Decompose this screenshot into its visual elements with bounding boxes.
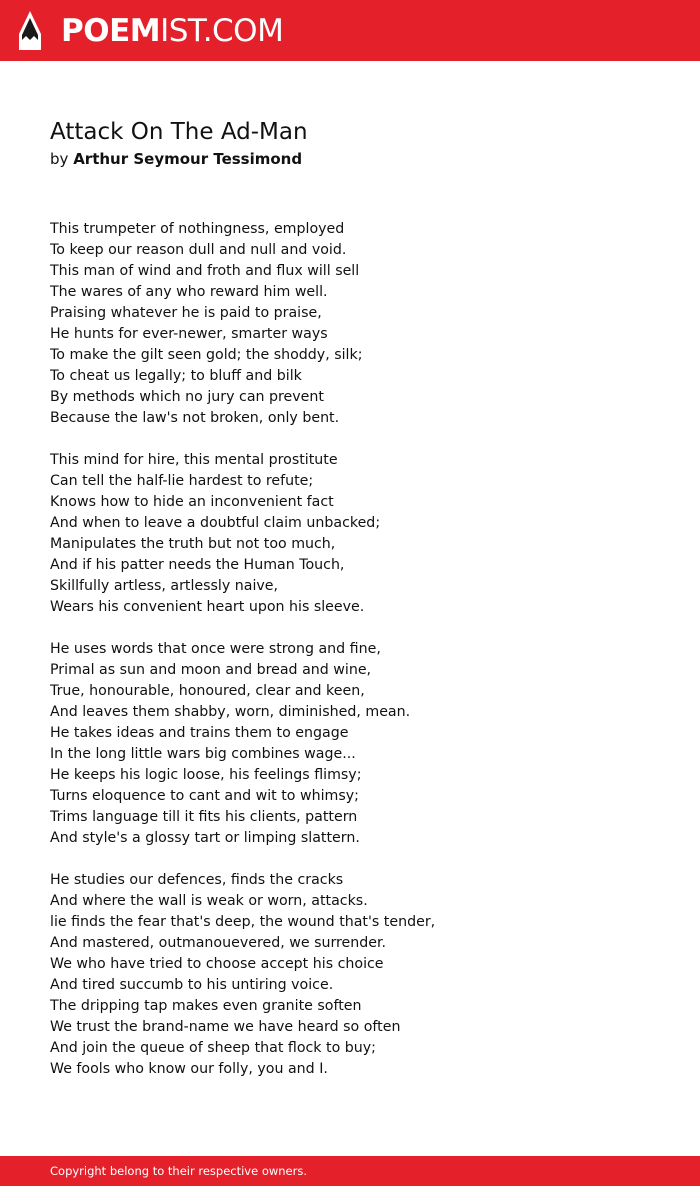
poem-line: The wares of any who reward him well. bbox=[50, 284, 328, 300]
poem-line: And mastered, outmanouevered, we surrender. bbox=[50, 935, 387, 951]
footer-copyright: Copyright belong to their respective owners. bbox=[50, 1164, 308, 1178]
poem-byline bbox=[50, 149, 302, 169]
poem-line: Because the law's not broken, only bent. bbox=[50, 410, 340, 426]
poem-author: Arthur Seymour Tessimond bbox=[73, 150, 303, 168]
poem-line: By methods which no jury can prevent bbox=[50, 389, 324, 405]
poem-line: We fools who know our folly, you and I. bbox=[50, 1061, 328, 1077]
poem-line: Praising whatever he is paid to praise, bbox=[50, 305, 322, 321]
poem-line: This trumpeter of nothingness, employed bbox=[50, 221, 345, 237]
site-header bbox=[0, 0, 700, 61]
poem-line: Can tell the half-lie hardest to refute; bbox=[50, 473, 314, 489]
poem-line: He uses words that once were strong and fine, bbox=[50, 641, 381, 657]
poem-stanza bbox=[50, 870, 670, 1080]
poem-line: And style's a glossy tart or limping slattern. bbox=[50, 830, 360, 846]
poem-stanza bbox=[50, 639, 670, 849]
poem-stanza bbox=[50, 450, 670, 618]
poem-line: To keep our reason dull and null and void. bbox=[50, 242, 347, 258]
poem-line: And tired succumb to his untiring voice. bbox=[50, 977, 334, 993]
logo-text-bold: POEM bbox=[61, 13, 161, 49]
site-logo[interactable] bbox=[61, 11, 283, 51]
logo-text-light: IST.COM bbox=[160, 13, 284, 49]
poem-line: True, honourable, honoured, clear and keen, bbox=[50, 683, 365, 699]
poem-line: This man of wind and froth and flux will sell bbox=[50, 263, 360, 279]
poem-line: The dripping tap makes even granite soften bbox=[50, 998, 362, 1014]
poem-line: He studies our defences, finds the cracks bbox=[50, 872, 344, 888]
poem-line: Skillfully artless, artlessly naive, bbox=[50, 578, 279, 594]
poem-body bbox=[50, 219, 670, 1101]
poem-line: This mind for hire, this mental prostitute bbox=[50, 452, 338, 468]
poem-line: In the long little wars big combines wage... bbox=[50, 746, 356, 762]
poem-line: Wears his convenient heart upon his sleeve. bbox=[50, 599, 365, 615]
poem-line: Knows how to hide an inconvenient fact bbox=[50, 494, 334, 510]
poem-line: And where the wall is weak or worn, attacks. bbox=[50, 893, 368, 909]
poem-line: And if his patter needs the Human Touch, bbox=[50, 557, 345, 573]
poem-line: lie finds the fear that's deep, the wound that's tender, bbox=[50, 914, 436, 930]
poem-line: Primal as sun and moon and bread and wine, bbox=[50, 662, 372, 678]
poem-line: We trust the brand-name we have heard so often bbox=[50, 1019, 401, 1035]
poem-line: Turns eloquence to cant and wit to whimsy; bbox=[50, 788, 359, 804]
poem-line: To cheat us legally; to bluff and bilk bbox=[50, 368, 302, 384]
poem-line: And leaves them shabby, worn, diminished, mean. bbox=[50, 704, 411, 720]
poem-line: And join the queue of sheep that flock to buy; bbox=[50, 1040, 376, 1056]
poem-line: He hunts for ever-newer, smarter ways bbox=[50, 326, 328, 342]
poem-line: Trims language till it fits his clients, pattern bbox=[50, 809, 358, 825]
poem-line: To make the gilt seen gold; the shoddy, silk; bbox=[50, 347, 363, 363]
pencil-tip-icon[interactable] bbox=[17, 10, 43, 52]
poem-line: We who have tried to choose accept his choice bbox=[50, 956, 384, 972]
poem-stanza bbox=[50, 219, 670, 429]
poem-title: Attack On The Ad-Man bbox=[50, 119, 308, 145]
site-footer bbox=[0, 1156, 700, 1186]
poem-line: And when to leave a doubtful claim unbacked; bbox=[50, 515, 381, 531]
poem-line: He keeps his logic loose, his feelings flimsy; bbox=[50, 767, 362, 783]
poem-line: He takes ideas and trains them to engage bbox=[50, 725, 349, 741]
by-label: by bbox=[50, 150, 69, 168]
poem-line: Manipulates the truth but not too much, bbox=[50, 536, 336, 552]
